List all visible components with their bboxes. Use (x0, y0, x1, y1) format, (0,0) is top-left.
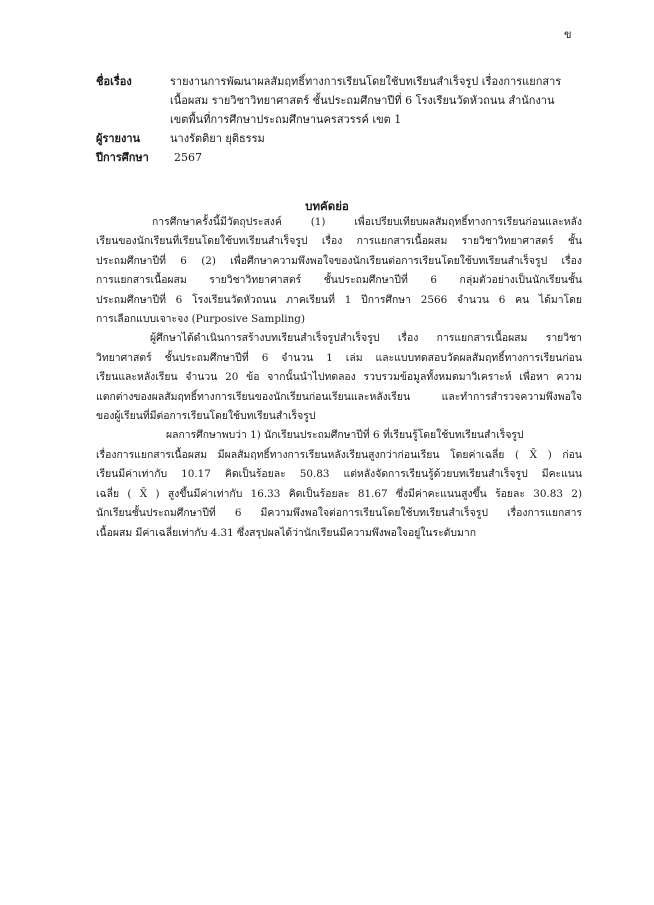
abstract-paragraph-method (96, 329, 582, 426)
paragraph-line: ผลการศึกษาพบว่า 1) นักเรียนประถมศึกษาปีที่ 6 ที่เรียนรู้โดยใช้บทเรียนสำเร็จรูป (166, 429, 524, 442)
paragraph-line: การเลือกแบบเจาะจง (Purposive Sampling) (96, 313, 306, 326)
title-label: ชื่อเรื่อง (96, 75, 132, 88)
title-row (96, 72, 596, 129)
paragraph-line: ของผู้เรียนที่มีต่อการเรียนโดยใช้บทเรียนสำเร็จรูป (96, 410, 316, 423)
abstract-heading: บทคัดย่อ (305, 199, 349, 213)
paragraph-line: ประถมศึกษาปีที่ 6 โรงเรียนวัดหัวถนน ภาคเรียนที่ 1 ปีการศึกษา 2566 จำนวน 6 คน ได้มาโดย (96, 293, 582, 306)
paragraph-line: เรียนของนักเรียนที่เรียนโดยใช้บทเรียนสำเร็จรูป เรื่อง การแยกสารเนื้อผสม รายวิชาวิทยาศาสตร์ ชั้น (96, 235, 582, 248)
title-value (170, 72, 596, 129)
paragraph-line: การศึกษาครั้งนี้มีวัตถุประสงค์ (1) เพื่อเปรียบเทียบผลสัมฤทธิ์ทางการเรียนก่อนและหลัง (152, 216, 582, 228)
paragraph-line: เรื่องการแยกสารเนื้อผสม มีผลสัมฤทธิ์ทางการเรียนหลังเรียนสูงกว่าก่อนเรียน โดยค่าเฉลี่ย ( X̄ ) ก่อน (96, 448, 582, 461)
author-row (96, 129, 596, 148)
title-line: เนื้อผสม รายวิชาวิทยาศาสตร์ ชั้นประถมศึกษาปีที่ 6 โรงเรียนวัดหัวถนน สำนักงาน (170, 94, 555, 107)
author-value: นางรัตติยา ยุติธรรม (170, 132, 265, 145)
paragraph-line: นักเรียนชั้นประถมศึกษาปีที่ 6 มีความพึงพอใจต่อการเรียนโดยใช้บทเรียนสำเร็จรูป เรื่องการแยกสาร (96, 507, 582, 520)
page-number: ข (564, 28, 572, 41)
abstract-paragraph-objectives (96, 213, 582, 329)
year-value (170, 148, 596, 167)
paragraph-line: เรียนมีค่าเท่ากับ 10.17 คิดเป็นร้อยละ 50.83 แต่หลังจัดการเรียนรู้ด้วยบทเรียนสำเร็จรูป มีคะแนน (96, 468, 582, 481)
paragraph-line: ผู้ศึกษาได้ดำเนินการสร้างบทเรียนสำเร็จรูปสำเร็จรูป เรื่อง การแยกสารเนื้อผสม รายวิชา (150, 332, 582, 345)
paragraph-line: เนื้อผสม มีค่าเฉลี่ยเท่ากับ 4.31 ซึ่งสรุปผลได้ว่านักเรียนมีความพึงพอใจอยู่ในระดับมาก (96, 526, 476, 539)
abstract-paragraph-results (96, 426, 582, 542)
paragraph-line: ประถมศึกษาปีที่ 6 (2) เพื่อศึกษาความพึงพอใจของนักเรียนต่อการเรียนโดยใช้บทเรียนสำเร็จรูป เรื่อง (96, 254, 582, 267)
title-line: รายงานการพัฒนาผลสัมฤทธิ์ทางการเรียนโดยใช้บทเรียนสำเร็จรูป เรื่องการแยกสาร (170, 75, 562, 88)
paragraph-line: เรียนและหลังเรียน จำนวน 20 ข้อ จากนั้นนำไปทดลอง รวบรวมข้อมูลทั้งหมดมาวิเคราะห์ เพื่อหา ความ (96, 371, 582, 384)
paragraph-line: การแยกสารเนื้อผสม รายวิชาวิทยาศาสตร์ ชั้นประถมศึกษาปีที่ 6 กลุ่มตัวอย่างเป็นนักเรียนชั้น (96, 274, 582, 287)
author-label: ผู้รายงาน (96, 132, 141, 145)
year-row (96, 148, 596, 167)
abstract-body (96, 213, 582, 543)
paragraph-line: วิทยาศาสตร์ ชั้นประถมศึกษาปีที่ 6 จำนวน 1 เล่ม และแบบทดสอบวัดผลสัมฤทธิ์ทางการเรียนก่อน (96, 351, 582, 364)
year-text: 2567 (174, 151, 202, 164)
title-line: เขตพื้นที่การศึกษาประถมศึกษานครสวรรค์ เขต 1 (170, 113, 402, 126)
year-label: ปีการศึกษา (96, 151, 149, 164)
paragraph-line: แตกต่างของผลสัมฤทธิ์ทางการเรียนของนักเรียนก่อนเรียนและหลังเรียน และทำการสำรวจความพึงพอใจ (96, 390, 582, 403)
report-metadata (96, 72, 596, 167)
paragraph-line: เฉลี่ย ( X̄ ) สูงขึ้นมีค่าเท่ากับ 16.33 คิดเป็นร้อยละ 81.67 ซึ่งมีค่าคะแนนสูงขึ้น ร้อยละ 30.83 2) (96, 487, 582, 500)
